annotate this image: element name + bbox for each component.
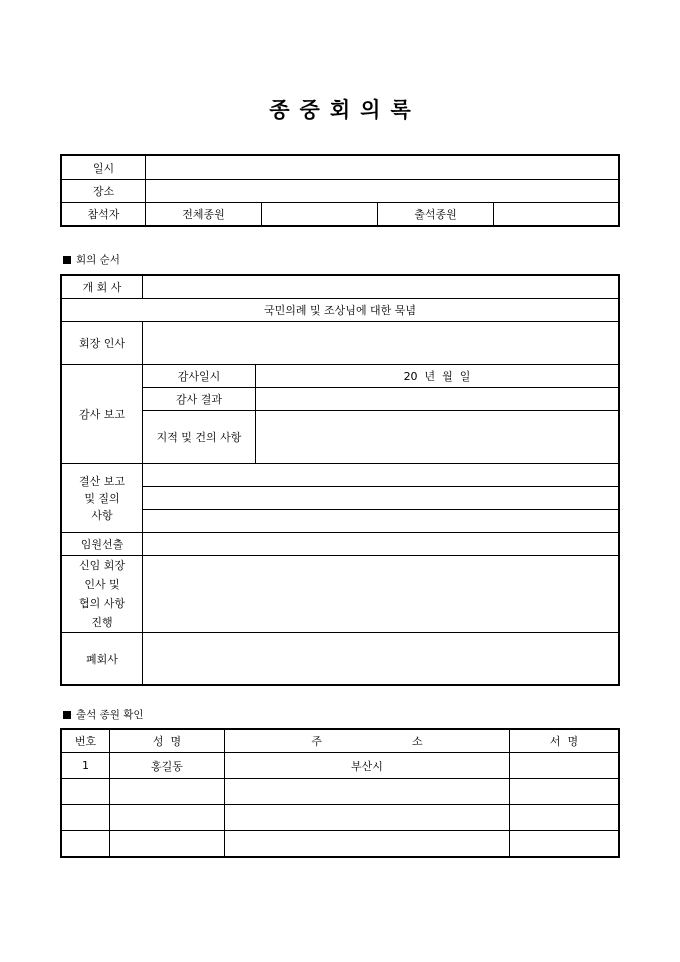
place-label: 장소: [62, 180, 146, 203]
table-row: [62, 831, 619, 857]
audit-date-label: 감사일시: [143, 365, 256, 388]
election-label: 임원선출: [62, 533, 143, 556]
date-field[interactable]: [146, 156, 619, 180]
closing-field[interactable]: [143, 633, 619, 685]
attendance-section-title: 출석 종원 확인: [76, 709, 144, 721]
new-chair-label: [62, 556, 143, 633]
header-no: 번호: [62, 730, 110, 753]
audit-result-field[interactable]: [256, 388, 619, 411]
attendance-section-label: [63, 707, 144, 722]
settlement-field[interactable]: [143, 510, 619, 533]
row-address[interactable]: [225, 805, 510, 831]
agenda-table: [61, 275, 619, 685]
new-chair-line: 협의 사항: [78, 597, 125, 610]
row-address[interactable]: [225, 779, 510, 805]
header-address-left: 주: [311, 735, 322, 748]
settlement-line: 사항: [91, 508, 113, 522]
title-char: 록: [390, 98, 411, 122]
audit-result-label: 감사 결과: [143, 388, 256, 411]
header-name: 성 명: [110, 730, 225, 753]
attendees-label: 참석자: [62, 203, 146, 226]
chair-greeting-label: 회장 인사: [62, 322, 143, 365]
row-no[interactable]: 1: [62, 753, 110, 779]
new-chair-line: 진행: [91, 616, 113, 629]
present-members-field[interactable]: [494, 203, 619, 226]
chair-greeting-field[interactable]: [143, 322, 619, 365]
ritual-row: 국민의례 및 조상님에 대한 묵념: [62, 299, 619, 322]
title-char: 회: [329, 98, 351, 122]
audit-date-value[interactable]: 20 년 월 일: [256, 365, 619, 388]
header-address-right: 소: [412, 735, 423, 748]
row-name[interactable]: [110, 831, 225, 857]
new-chair-line: 인사 및: [84, 578, 120, 591]
table-row: [62, 779, 619, 805]
opening-label: 개 회 사: [62, 276, 143, 299]
row-sign[interactable]: [510, 779, 619, 805]
row-sign[interactable]: [510, 805, 619, 831]
settlement-label: [62, 464, 143, 533]
row-name[interactable]: [110, 805, 225, 831]
info-table: [61, 155, 619, 226]
row-name[interactable]: [110, 779, 225, 805]
new-chair-field[interactable]: [143, 556, 619, 633]
total-members-field[interactable]: [262, 203, 378, 226]
agenda-section-title: 회의 순서: [76, 254, 120, 266]
table-row: [62, 805, 619, 831]
new-chair-line: 신임 회장: [78, 559, 125, 572]
settlement-line: 및 질의: [84, 491, 120, 505]
present-members-label: 출석종원: [378, 203, 494, 226]
header-address: [225, 730, 510, 753]
attendance-table: [61, 729, 619, 857]
opening-field[interactable]: [143, 276, 619, 299]
square-bullet-icon: [63, 256, 71, 264]
closing-label: 폐회사: [62, 633, 143, 685]
agenda-section-label: [63, 252, 120, 267]
title-char: 중: [299, 98, 320, 122]
page-title: [0, 94, 680, 124]
election-field[interactable]: [143, 533, 619, 556]
total-members-label: 전체종원: [146, 203, 262, 226]
date-label: 일시: [62, 156, 146, 180]
place-field[interactable]: [146, 180, 619, 203]
settlement-field[interactable]: [143, 464, 619, 487]
audit-report-label: 감사 보고: [62, 365, 143, 464]
row-sign[interactable]: [510, 831, 619, 857]
settlement-field[interactable]: [143, 487, 619, 510]
row-no[interactable]: [62, 779, 110, 805]
row-sign[interactable]: [510, 753, 619, 779]
title-char: 의: [360, 98, 381, 122]
row-no[interactable]: [62, 805, 110, 831]
audit-notes-field[interactable]: [256, 411, 619, 464]
square-bullet-icon: [63, 711, 71, 719]
title-char: 종: [269, 98, 290, 122]
row-name[interactable]: 홍길동: [110, 753, 225, 779]
audit-notes-label: 지적 및 건의 사항: [143, 411, 256, 464]
row-address[interactable]: 부산시: [225, 753, 510, 779]
row-no[interactable]: [62, 831, 110, 857]
row-address[interactable]: [225, 831, 510, 857]
header-sign: 서 명: [510, 730, 619, 753]
settlement-line: 결산 보고: [78, 474, 125, 488]
table-row: [62, 753, 619, 779]
